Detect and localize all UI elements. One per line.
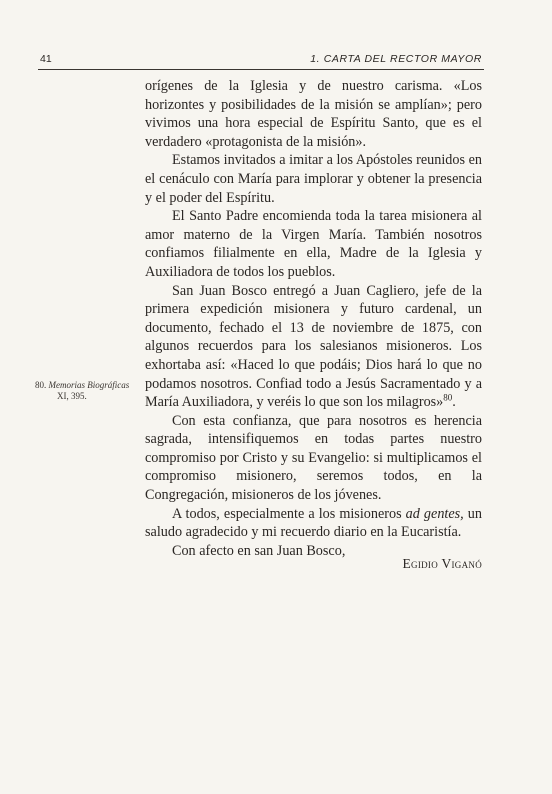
ad-gentes-italic: ad gentes, (405, 505, 464, 522)
letter-body (145, 77, 482, 560)
paragraph-5: Con esta confianza, que para nosotros es herencia sagrada, intensifiquemos en todas partes nuestro compromiso por Cristo y su Evangelio: si multiplicamos el compromiso misionero, seremos todos, en la Congregación, misioneros de los jóvenes. (145, 412, 482, 504)
paragraph-4-end: . (452, 394, 456, 411)
closing-line: Con afecto en san Juan Bosco, (172, 542, 346, 559)
footnote-volume-page: XI, 395. (57, 391, 87, 401)
running-head-title: 1. CARTA DEL RECTOR MAYOR (310, 53, 482, 65)
header-rule (38, 69, 484, 70)
paragraph-1: orígenes de la Iglesia y de nuestro carisma. «Los horizontes y posibilidades de la misión se amplían»; pero vivimos una hora especial de Espíritu Santo, que es el verdadero «protagonista de la misión». (145, 78, 482, 150)
paragraph-6 (145, 505, 482, 542)
paragraph-6-end: un saludo agradecido y mi recuerdo diario en la Eucaristía. (145, 505, 482, 541)
signature: Egidio Viganó (402, 556, 482, 571)
page-number: 41 (40, 53, 52, 65)
paragraph-2: Estamos invitados a imitar a los Apóstoles reunidos en el cenáculo con María para implorar y obtener la presencia y el poder del Espíritu. (145, 152, 482, 206)
paragraph-4-text: San Juan Bosco entregó a Juan Cagliero, jefe de la primera expedición misionera y futuro cardenal, un documento, fechado el 13 de noviembre de 1875, con algunos recuerdos para los salesianos misioneros. Los exhortaba así: «Haced lo que podáis; Dios hará lo que no podamos nosotros. Confiad todo a Jesús Sacramentado y a María Auxiliadora, y veréis lo que son los milagros» (145, 282, 482, 411)
footnote-source-title: Memorias Biográficas (48, 380, 130, 390)
paragraph-6-text: A todos, especialmente a los misioneros (172, 505, 406, 522)
paragraph-3: El Santo Padre encomienda toda la tarea misionera al amor materno de la Virgen María. También nosotros confiamos filialmente en ella, Madre de la Iglesia y Auxiliadora de todos los pueblos. (145, 208, 482, 280)
footnote-reference: 80 (443, 392, 453, 403)
footnote-80 (35, 380, 145, 402)
footnote-number: 80. (35, 380, 47, 390)
paragraph-4 (145, 282, 482, 412)
running-head (40, 53, 482, 69)
